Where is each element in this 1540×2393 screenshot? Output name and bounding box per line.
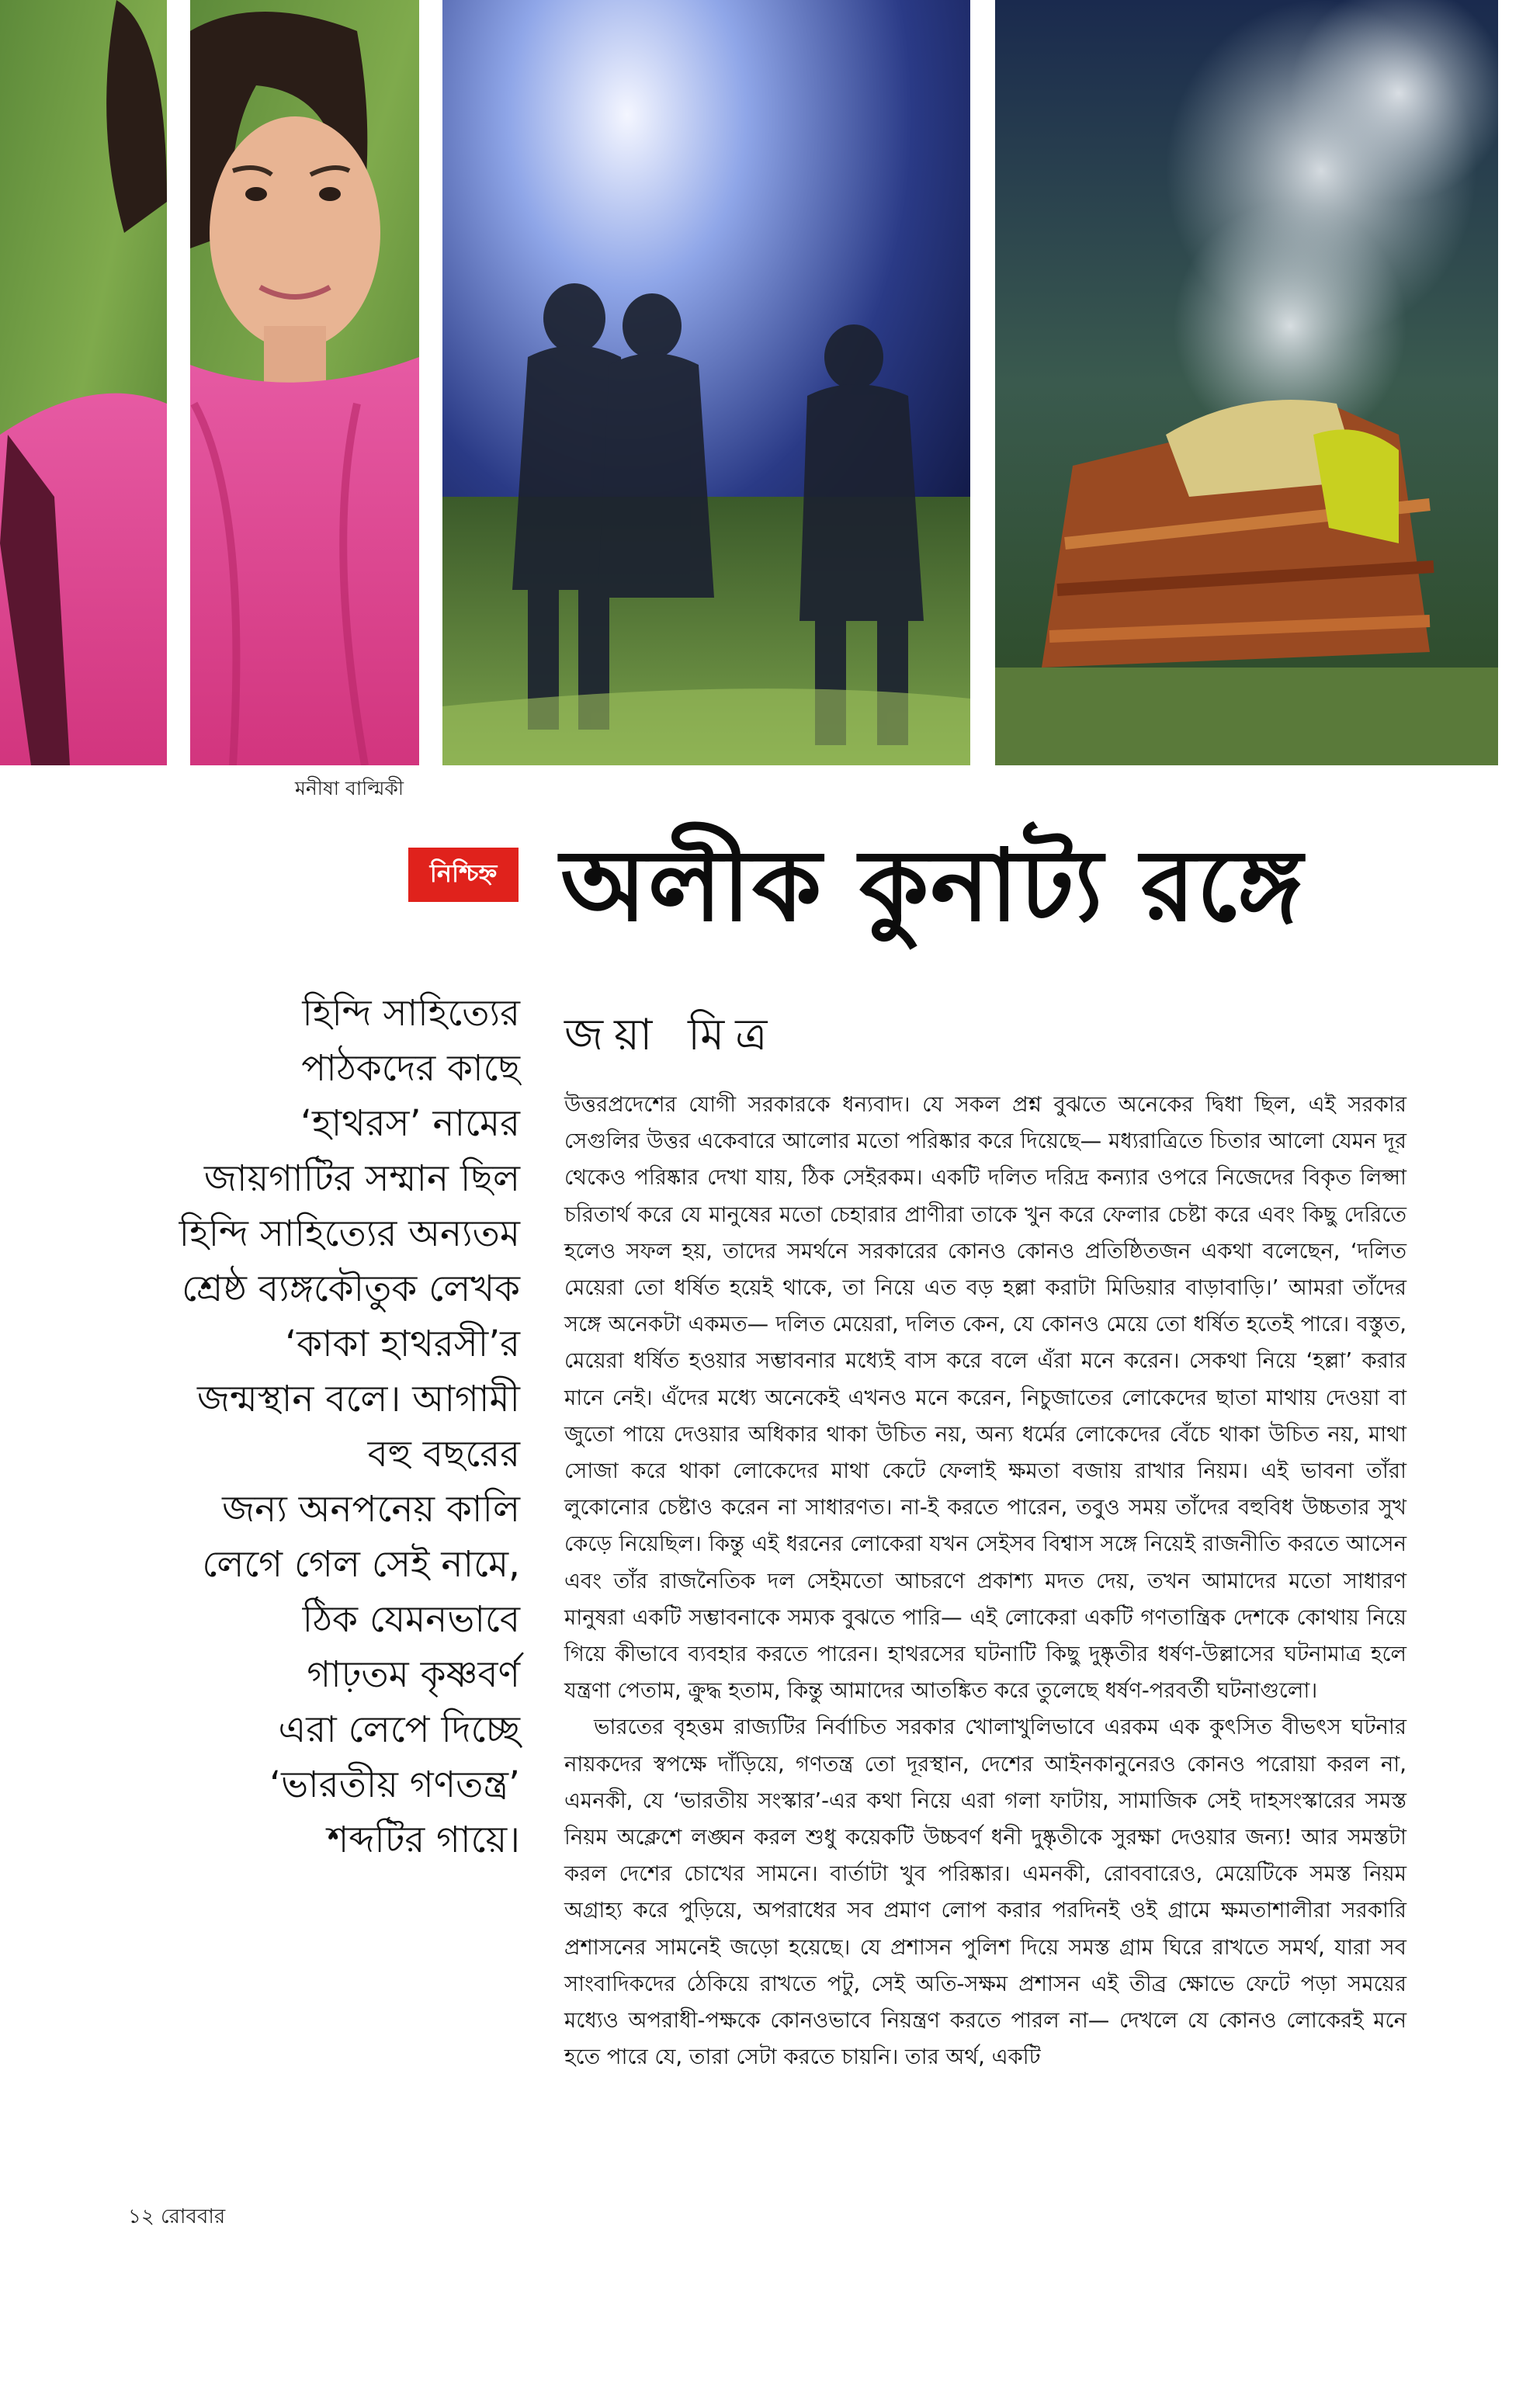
pull-quote-line: এরা লেপে দিচ্ছে	[278, 1708, 520, 1751]
pull-quote-line: ঠিক যেমনভাবে	[302, 1598, 520, 1641]
pull-quote-line: শব্দটির গায়ে।	[327, 1819, 520, 1861]
pull-quote-line: ‘হাথরস’ নামের	[300, 1102, 520, 1145]
author-byline: জয়া মিত্র	[564, 1010, 779, 1060]
article-paragraph: ভারতের বৃহত্তম রাজ্যটির নির্বাচিত সরকার খোলাখুলিভাবে এরকম এক কুৎসিত বীভৎস ঘটনার নায়কদের স্বপক্ষে দাঁড়িয়ে, গণতন্ত্র তো দূরস্থান, দেশের আইনকানুনেরও কোনও পরোয়া করল না, এমনকী, যে ‘ভারতীয় সংস্কার’-এর কথা নিয়ে এরা গলা ফাটায়, সামাজিক সেই দাহসংস্কারের সমস্ত নিয়ম অক্লেশে লঙ্ঘন করল শুধু কয়েকটি উচ্চবর্ণ ধনী দুষ্কৃতীকে সুরক্ষা দেওয়ার জন্য! আর সমস্তটা করল দেশের চোখের সামনে। বার্তাটা খুব পরিষ্কার। এমনকী, রোববারেও, মেয়েটিকে সমস্ত নিয়ম অগ্রাহ্য করে পুড়িয়ে, অপরাধের সব প্রমাণ লোপ করার পরদিনই ওই গ্রামে ক্ষমতাশালীরা সরকারি প্রশাসনের সামনেই জড়ো হয়েছে। যে প্রশাসন পুলিশ দিয়ে সমস্ত গ্রাম ঘিরে রাখতে সমর্থ, যারা সব সাংবাদিকদের ঠেকিয়ে রাখতে পটু, সেই অতি-সক্ষম প্রশাসন এই তীব্র ক্ষোভে ফেটে পড়া সময়ের মধ্যেও অপরাধী-পক্ষকে কোনওভাবে নিয়ন্ত্রণ করতে পারল না— দেখলে যে কোনও লোকেরই মনে হতে পারে যে, তারা সেটা করতে চায়নি। তার অর্থ, একটি	[564, 1715, 1406, 2070]
section-tag: নিশ্চিহ্ন	[408, 848, 519, 902]
pull-quote-line: ‘কাকা হাথরসী’র	[285, 1323, 520, 1365]
pull-quote-line: হিন্দি সাহিত্যের অন্যতম	[179, 1212, 520, 1255]
pull-quote-line: জন্য অনপনেয় কালি	[222, 1488, 520, 1531]
pull-quote-line: গাঢ়তম কৃষ্ণবর্ণ	[307, 1653, 520, 1696]
police-night-photo	[442, 0, 970, 765]
article-paragraph: উত্তরপ্রদেশের যোগী সরকারকে ধন্যবাদ। যে সকল প্রশ্ন বুঝতে অনেকের দ্বিধা ছিল, এই সরকার সেগুলির উত্তর একেবারে আলোর মতো পরিষ্কার করে দিয়েছে— মধ্যরাত্রিতে চিতার আলো যেমন দূর থেকেও পরিষ্কার দেখা যায়, ঠিক সেইরকম। একটি দলিত দরিদ্র কন্যার ওপরে নিজেদের বিকৃত লিপ্সা চরিতার্থ করে যে মানুষের মতো চেহারার প্রাণীরা তাকে খুন করে ফেলার চেষ্টা করে এবং কিছু দেরিতে হলেও সফল হয়, তাদের সমর্থনে সরকারের কোনও কোনও প্রতিষ্ঠিতজন একথা বলেছেন, ‘দলিত মেয়েরা তো ধর্ষিত হয়েই থাকে, তা নিয়ে এত বড় হল্লা করাটা মিডিয়ার বাড়াবাড়ি।’ আমরা তাঁদের সঙ্গে অনেকটা একমত— দলিত মেয়েরা, দলিত কেন, যে কোনও মেয়ে তো ধর্ষিত হতেই পারে। বস্তুত, মেয়েরা ধর্ষিত হওয়ার সম্ভাবনার মধ্যেই বাস করে বলে এঁরা মনে করেন। সেকথা নিয়ে ‘হল্লা’ করার মানে নেই। এঁদের মধ্যে অনেকেই এখনও মনে করেন, নিচুজাতের লোকেদের ছাতা মাথায় দেওয়া বা জুতো পায়ে দেওয়ার অধিকার থাকা উচিত নয়, অন্য ধর্মের লোকেদের বেঁচে থাকা উচিত নয়, মাথা সোজা করে থাকা লোকেদের মাথা কেটে ফেলাই ক্ষমতা বজায় রাখার নিয়ম। এই ভাবনা তাঁরা লুকোনোর চেষ্টাও করেন না সাধারণত। না-ই করতে পারেন, তবুও সময় তাঁদের বহুবিধ উচ্চতার সুখ কেড়ে নিয়েছিল। কিন্তু এই ধরনের লোকেরা যখন সেইসব বিশ্বাস সঙ্গে নিয়েই রাজনীতি করতে আসেন এবং তাঁর রাজনৈতিক দল সেইমতো আচরণে প্রকাশ্য মদত দেয়, তখন আমাদের মতো সাধারণ মানুষরা একটি সম্ভাবনাকে সম্যক বুঝতে পারি— এই লোকেরা একটি গণতান্ত্রিক দেশকে কোথায় নিয়ে গিয়ে কীভাবে ব্যবহার করতে পারেন। হাথরসের ঘটনাটি কিছু দুষ্কৃতীর ধর্ষণ-উল্লাসের ঘটনামাত্র হলে যন্ত্রণা পেতাম, ক্রুদ্ধ হতাম, কিন্তু আমাদের আতঙ্কিত করে তুলেছে ধর্ষণ-পরবর্তী ঘটনাগুলো।	[564, 1092, 1406, 1704]
page-folio: ১২ রোববার	[128, 2205, 226, 2228]
article-body	[564, 1087, 1406, 2076]
portrait-photo	[0, 0, 419, 765]
pull-quote-line: লেগে গেল সেই নামে,	[202, 1543, 520, 1586]
pull-quote-line: বহু বছরের	[367, 1433, 520, 1476]
pull-quote-line: ‘ভারতীয় গণতন্ত্র’	[269, 1764, 520, 1806]
pull-quote-line: হিন্দি সাহিত্যের	[302, 992, 520, 1035]
pull-quote-line: জায়গাটির সম্মান ছিল	[203, 1157, 520, 1200]
pull-quote-line: জন্মস্থান বলে। আগামী	[197, 1378, 520, 1420]
burning-pyre-photo	[995, 0, 1498, 765]
pull-quote-line: শ্রেষ্ঠ ব্যঙ্গকৌতুক লেখক	[182, 1268, 520, 1310]
article-headline: অলীক কুনাট্য রঙ্গে	[560, 828, 1305, 944]
pull-quote	[132, 986, 520, 1868]
pull-quote-line: পাঠকদের কাছে	[301, 1047, 520, 1090]
photo-caption: মনীষা বাল্মিকী	[295, 777, 404, 799]
